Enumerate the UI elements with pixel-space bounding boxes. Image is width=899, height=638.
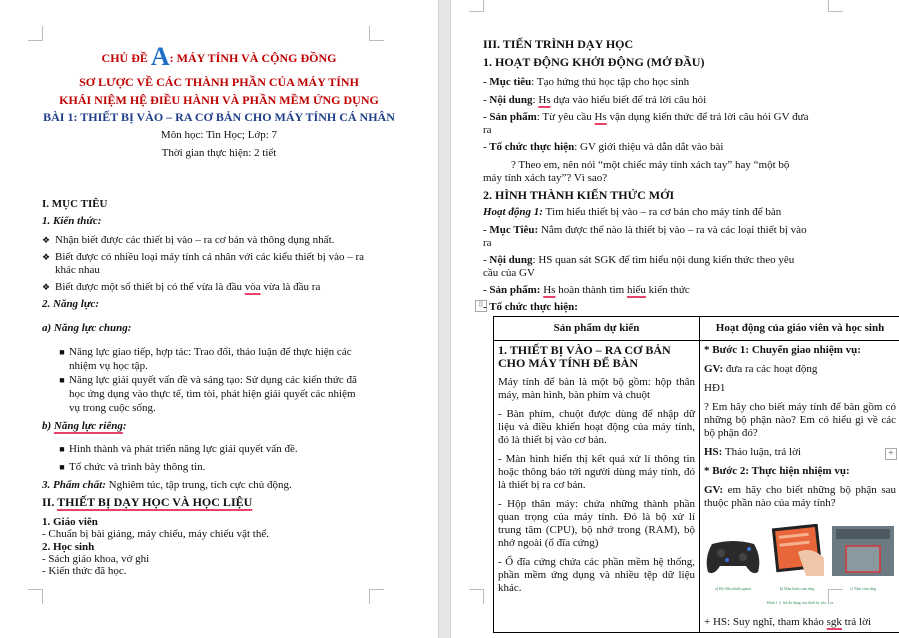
table-header: Hoạt động của giáo viên và học sinh — [700, 317, 899, 341]
step-2: * Bước 2: Thực hiện nhiệm vụ: — [704, 465, 850, 477]
cell-paragraph: - Màn hình hiển thị kết quả xử lí thông tin hoặc thông báo tới người dùng máy tính, đó là thiết bị ra cơ bản. — [498, 453, 695, 491]
duration-line: Thời gian thực hiện: 2 tiết — [161, 147, 277, 159]
table-header: Sản phẩm dự kiến — [494, 317, 700, 341]
subtitle-1: SƠ LƯỢC VỀ CÁC THÀNH PHẦN CỦA MÁY TÍNH — [79, 75, 359, 89]
topic-title: CHỦ ĐỀ A: MÁY TÍNH VÀ CỘNG ĐỒNG — [101, 42, 337, 71]
spellcheck-word[interactable]: vòa — [244, 281, 261, 293]
hs2-line: + HS: Suy nghĩ, tham khảo sgk trả lời — [704, 616, 871, 628]
general-item: ■ Năng lực giải quyết vấn đề và sáng tạo: Sử dụng các kiến thức đã — [55, 374, 357, 387]
specific-competence-heading: b) Năng lực riêng: — [42, 420, 127, 432]
document-page-1 — [0, 0, 438, 638]
figure-input-output-devices — [704, 524, 896, 609]
cell-paragraph: - Bàn phím, chuột được dùng để nhập dữ liệu và điều khiển hoạt động của máy tính, đó là thiết bị vào cơ bản. — [498, 408, 695, 446]
gv-line: GV: đưa ra các hoạt động — [704, 363, 818, 375]
lesson-title: BÀI 1: THIẾT BỊ VÀO – RA CƠ BẢN CHO MÁY TÍNH CÁ NHÂN — [43, 110, 395, 124]
figure-item: c) Tấm cảm ứng — [832, 526, 894, 595]
knowledge-item-cont: khác nhau — [55, 264, 100, 276]
page-gap — [438, 0, 451, 638]
knowledge-heading: 1. Kiến thức: — [42, 215, 102, 227]
topic-letter: A — [150, 42, 170, 71]
crop-mark — [469, 589, 484, 604]
gv2-line: GV: em hãy cho biết những bộ phận sau thuộc phần nào của máy tính? — [704, 484, 896, 509]
product-line: - Sản phẩm: Từ yêu cầu Hs vận dụng kiến thức để trả lời câu hỏi GV đưa — [483, 111, 809, 123]
table-header-row — [494, 317, 899, 341]
organization2-line: - Tổ chức thực hiện: — [483, 301, 578, 313]
bullet-icon: ■ — [59, 375, 65, 385]
quality-line: 3. Phẩm chất: Nghiêm túc, tập trung, tích cực chủ động. — [42, 479, 292, 491]
crop-mark — [369, 589, 384, 604]
crop-mark — [369, 26, 384, 41]
bullet-icon: ■ — [59, 444, 65, 454]
crop-mark — [28, 26, 43, 41]
product2-line: - Sản phẩm: Hs hoàn thành tìm hiểu kiến thức — [483, 284, 690, 296]
hd1-label: HĐ1 — [704, 382, 726, 394]
hs-line: HS: Thảo luận, trả lời — [704, 446, 801, 458]
cell-paragraph: - Hộp thân máy: chứa những thành phần quan trọng của máy tính. Đó là bộ xử lí trung tâm (CPU), bộ nhớ trong (RAM), bộ nhớ ngoài (ổ đĩa cứng) — [498, 498, 695, 549]
organization-line: - Tổ chức thực hiện: GV giới thiệu và dẫn dắt vào bài — [483, 141, 724, 153]
teacher-item: - Chuẩn bị bài giảng, máy chiếu, máy chiếu vật thể. — [42, 528, 269, 540]
question: ? Em hãy cho biết máy tính để bàn gồm có những bộ phận nào? Em có hiểu gì về các bộ phận đó? — [704, 401, 896, 439]
gamepad-icon — [704, 536, 762, 576]
diamond-bullet-icon: ❖ — [42, 252, 51, 262]
student-item: - Sách giáo khoa, vở ghi — [42, 553, 150, 565]
general-item-cont: học ứng dụng vào thực tế, tìm tòi, phát hiện giải quyết các nhiệm — [69, 388, 356, 400]
hd1-line: Hoạt động 1: Tìm hiểu thiết bị vào – ra cơ bản cho máy tính để bàn — [483, 206, 782, 218]
knowledge-item: ❖ Biết được có nhiều loại máy tính cá nhân với các kiểu thiết bị vào – ra — [42, 251, 364, 263]
figure-item: b) Màn hình cảm ứng — [768, 524, 826, 595]
cell-paragraph: - Ổ đĩa cứng chứa các phần mềm hệ thống, phần mềm ứng dụng và nhiều tệp dữ liệu khác. — [498, 556, 695, 594]
teacher-heading: 1. Giáo viên — [42, 516, 98, 528]
student-heading: 2. Học sinh — [42, 541, 95, 553]
general-competence-heading: a) Năng lực chung: — [42, 322, 132, 334]
expected-product-cell — [494, 341, 700, 633]
cell-paragraph: Máy tính để bàn là một bộ gồm: hộp thân máy, màn hình, bàn phím và chuột — [498, 376, 695, 401]
opening-question: ? Theo em, nên nói “một chiếc máy tính xách tay” hay “một bộ — [511, 159, 790, 171]
knowledge-item: ❖ Biết được một số thiết bị có thể vừa là đầu vòa vừa là đầu ra — [42, 281, 321, 293]
activities-cell — [700, 341, 899, 633]
diamond-bullet-icon: ❖ — [42, 235, 51, 245]
student-item: - Kiến thức đã học. — [42, 565, 127, 577]
subtitle-2: KHÁI NIỆM HỆ ĐIỀU HÀNH VÀ PHẦN MỀM ỨNG DỤNG — [59, 93, 379, 107]
knowledge-item: ❖ Nhận biết được các thiết bị vào – ra cơ bản và thông dụng nhất. — [42, 234, 335, 246]
competence-heading: 2. Năng lực: — [42, 298, 100, 310]
activity-2-heading: 2. HÌNH THÀNH KIẾN THỨC MỚI — [483, 188, 675, 202]
specific-item: ■ Hình thành và phát triển năng lực giải quyết vấn đề. — [55, 443, 298, 456]
opening-question-cont: máy tính xách tay”? Vì sao? — [483, 172, 608, 184]
table-move-handle-icon[interactable]: ⠿ — [475, 300, 487, 312]
section-1-heading: I. MỤC TIÊU — [42, 198, 108, 210]
crop-mark — [28, 589, 43, 604]
table-row — [494, 341, 899, 633]
content2-line-cont: cầu của GV — [483, 267, 535, 279]
goal-line: - Mục tiêu: Tạo hứng thú học tập cho học sinh — [483, 76, 690, 88]
crop-mark — [469, 0, 484, 12]
section-2-heading: II. THIẾT BỊ DẠY HỌC VÀ HỌC LIỆU — [42, 495, 253, 509]
step-1: * Bước 1: Chuyển giao nhiệm vụ: — [704, 344, 861, 356]
figure-caption: Hình 1.3. Sự đa dạng của thiết bị vào – ra — [766, 600, 834, 605]
product-line-cont: ra — [483, 124, 492, 136]
activity-1-heading: 1. HOẠT ĐỘNG KHỞI ĐỘNG (MỞ ĐẦU) — [483, 55, 705, 69]
figure-item: a) Bộ điều khiển game — [704, 536, 762, 595]
bullet-icon: ■ — [59, 462, 65, 472]
crop-mark — [828, 0, 843, 12]
general-item: ■ Năng lực giao tiếp, hợp tác: Trao đổi, thảo luận để thực hiện các — [55, 346, 352, 359]
specific-item: ■ Tổ chức và trình bày thông tin. — [55, 461, 205, 474]
bullet-icon: ■ — [59, 347, 65, 357]
document-page-2 — [451, 0, 899, 638]
section-3-heading: III. TIẾN TRÌNH DẠY HỌC — [483, 37, 634, 51]
diamond-bullet-icon: ❖ — [42, 282, 51, 292]
content2-line: - Nội dung: HS quan sát SGK để tìm hiểu nội dung kiến thức theo yêu — [483, 254, 795, 266]
subject-line: Môn học: Tin Học; Lớp: 7 — [160, 129, 278, 141]
general-item-cont: vụ trong cuộc sống. — [69, 402, 156, 414]
cell-heading: 1. THIẾT BỊ VÀO – RA CƠ BẢN CHO MÁY TÍNH ĐỂ BÀN — [498, 343, 671, 370]
touchpad-icon — [832, 526, 894, 576]
add-row-plus-icon[interactable]: + — [885, 448, 897, 460]
goal2-line-cont: ra — [483, 237, 492, 249]
goal2-line: - Mục Tiêu: Nắm được thế nào là thiết bị vào – ra và các loại thiết bị vào — [483, 224, 807, 236]
lesson-table — [493, 316, 899, 633]
general-item-cont: nhiệm vụ học tập. — [69, 360, 148, 372]
touchscreen-icon — [768, 524, 826, 576]
content-line: - Nội dung: Hs dựa vào hiểu biết để trả lời câu hỏi — [483, 94, 707, 106]
